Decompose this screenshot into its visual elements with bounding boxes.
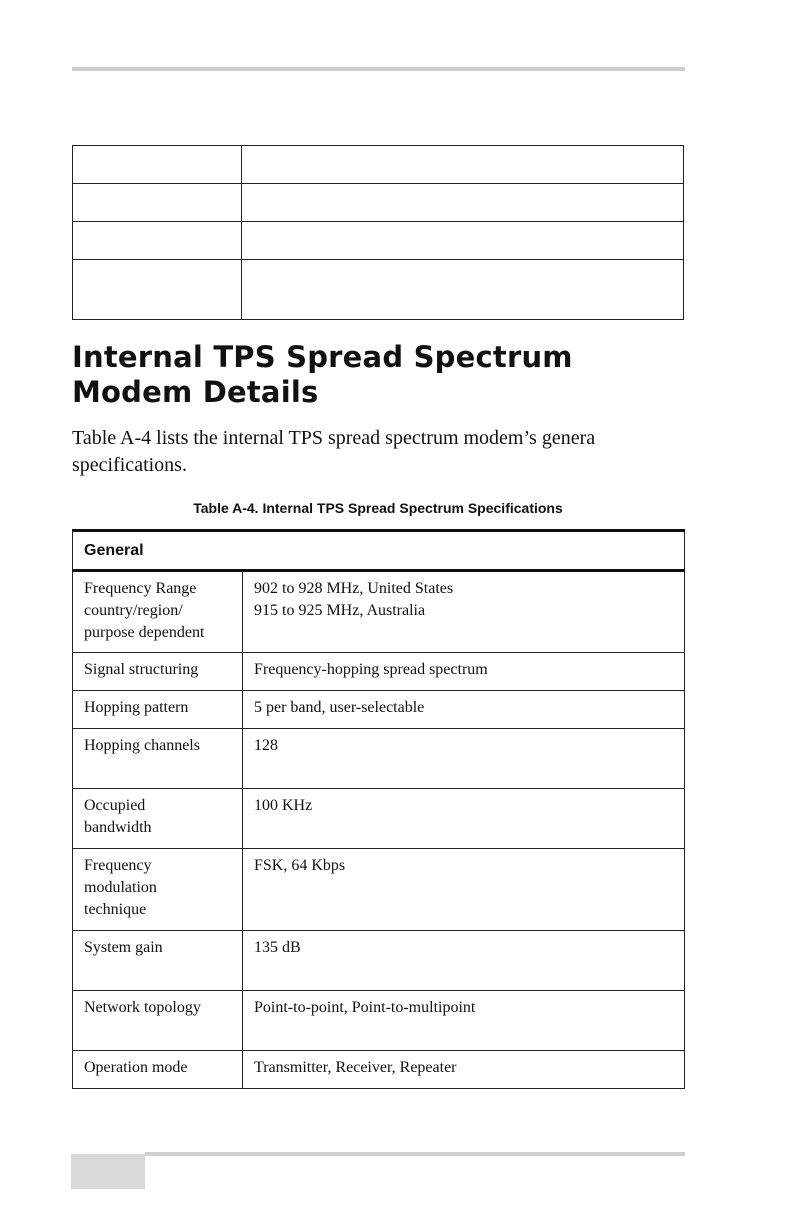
table-cell <box>73 260 242 320</box>
spec-value <box>243 849 685 931</box>
group-header: General <box>73 531 685 571</box>
spec-value <box>243 691 685 729</box>
section-heading-line2: Modem Details <box>72 375 319 409</box>
spec-label-line: Network topology <box>84 999 201 1016</box>
spec-value <box>243 729 685 789</box>
spec-label-line: technique <box>84 901 147 918</box>
table-row <box>73 184 684 222</box>
table-row <box>73 849 685 931</box>
table-row <box>73 653 685 691</box>
table-row <box>73 691 685 729</box>
spec-value-line: 100 KHz <box>254 797 313 814</box>
spec-label-line: Frequency Range <box>84 580 197 597</box>
table-row <box>73 931 685 991</box>
table-cell <box>73 146 242 184</box>
intro-line2: specifications. <box>72 454 187 476</box>
spec-label <box>73 653 243 691</box>
spec-label <box>73 729 243 789</box>
table-row <box>73 260 684 320</box>
spec-value-line: FSK, 64 Kbps <box>254 857 346 874</box>
spec-table <box>72 529 685 1089</box>
intro-paragraph <box>72 425 684 479</box>
spec-label <box>73 1051 243 1089</box>
spec-value-line: Frequency-hopping spread spectrum <box>254 661 488 678</box>
spec-value-line: 902 to 928 MHz, United States <box>254 580 454 597</box>
intro-line1: Table A-4 lists the internal TPS spread spectrum modem’s genera <box>72 427 596 449</box>
spec-label <box>73 789 243 849</box>
spec-label <box>73 991 243 1051</box>
table-row <box>73 571 685 653</box>
spec-value-line: 915 to 925 MHz, Australia <box>254 602 426 619</box>
spec-label-line: country/region/ <box>84 602 183 619</box>
table-cell <box>242 184 684 222</box>
table-cell <box>73 184 242 222</box>
spec-value-line: 128 <box>254 737 278 754</box>
spec-label-line: Occupied <box>84 797 146 814</box>
spec-label-line: Hopping channels <box>84 737 200 754</box>
spec-label-line: Signal structuring <box>84 661 199 678</box>
table-row <box>73 729 685 789</box>
table-cell <box>242 222 684 260</box>
spec-value-line: Point-to-point, Point-to-multipoint <box>254 999 476 1016</box>
spec-label-line: System gain <box>84 939 163 956</box>
spec-value <box>243 931 685 991</box>
previous-table-continuation <box>72 145 684 320</box>
spec-label <box>73 571 243 653</box>
table-row <box>73 991 685 1051</box>
table-row <box>73 789 685 849</box>
spec-value <box>243 1051 685 1089</box>
table-cell <box>73 222 242 260</box>
table-caption: Table A-4. Internal TPS Spread Spectrum Specifications <box>193 500 563 516</box>
spec-value-line: 135 dB <box>254 939 301 956</box>
spec-value <box>243 653 685 691</box>
group-header-row <box>73 531 685 571</box>
spec-value <box>243 991 685 1051</box>
spec-value-line: 5 per band, user-selectable <box>254 699 425 716</box>
spec-label <box>73 691 243 729</box>
section-heading-line1: Internal TPS Spread Spectrum <box>72 340 573 374</box>
spec-value-line: Transmitter, Receiver, Repeater <box>254 1059 457 1076</box>
table-cell <box>242 260 684 320</box>
spec-label <box>73 849 243 931</box>
header-rule <box>72 67 685 71</box>
spec-label-line: Operation mode <box>84 1059 188 1076</box>
spec-label-line: bandwidth <box>84 819 152 836</box>
section-heading <box>72 340 692 410</box>
spec-label-line: purpose dependent <box>84 624 205 641</box>
table-row <box>73 222 684 260</box>
spec-value <box>243 789 685 849</box>
spec-label <box>73 931 243 991</box>
spec-value <box>243 571 685 653</box>
spec-label-line: modulation <box>84 879 157 896</box>
table-row <box>73 146 684 184</box>
footer-page-tab <box>71 1154 145 1189</box>
table-row <box>73 1051 685 1089</box>
spec-label-line: Frequency <box>84 857 152 874</box>
spec-label-line: Hopping pattern <box>84 699 189 716</box>
table-cell <box>242 146 684 184</box>
footer-rule <box>145 1152 685 1156</box>
